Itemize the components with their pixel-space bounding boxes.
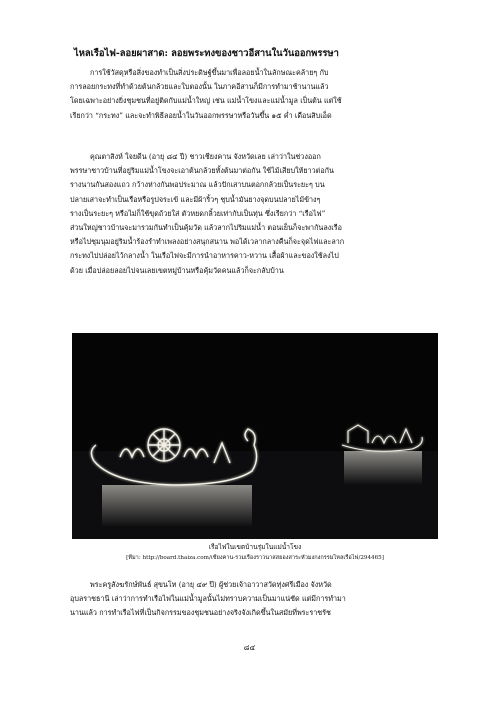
paragraph-line: การใช้วัสดุหรือสิ่งของทำเป็นสิ่งประดิษฐ์ขึ้นมาเพื่อลอยน้ำในลักษณะคล้ายๆ กับ <box>90 68 329 77</box>
fire-boat-photo <box>72 333 438 539</box>
paragraph-line: โดยเฉพาะอย่างยิ่งชุมชนที่อยู่ติดกับแม่น้ำใหญ่ เช่น แม่น้ำโขงและแม่น้ำมูล เป็นต้น แต่ใช้ <box>70 96 342 106</box>
paragraph-interview-2 <box>70 578 436 621</box>
paragraph-line: พรรษาชาวบ้านที่อยู่ริมแม่น้ำโขงจะเอาต้นกล้วยทั้งต้นมาต่อกัน ใช้ไม้เสียบให้ยาวต่อกัน <box>70 166 334 176</box>
photo-source: [ที่มา: http://board.thaiza.com/เชียงคาน-รวมเรื่องราวนาสสยองสาระหัวมงกงกรรมไหลเรือไฟ/294465] <box>126 555 384 561</box>
small-boat-reflection <box>344 451 422 485</box>
large-boat-reflection <box>102 485 252 527</box>
paragraph-line: ส่วนใหญ่ชาวบ้านจะมารวมกันทำเป็นคุ้มวัด แล้วลากไปริมแม่น้ำ ตอนเย็นก็จะพากันลงเรือ <box>70 223 342 233</box>
paragraph-line: กระทงไปปล่อยไว้กลางน้ำ ในเรือไฟจะมีการนำอาหารคาว-หวาน เสื้อผ้าและของใช้ลงไป <box>70 251 339 261</box>
paragraph-line: พระครูสังฆรักษ์พันธ์ สุขนโท (อายุ ๔๙ ปี) ผู้ช่วยเจ้าอาวาสวัดทุ่งศรีเมือง จังหวัด <box>90 580 332 589</box>
paragraph-intro <box>70 66 436 123</box>
paragraph-interview-1 <box>70 150 436 278</box>
paragraph-line: รางนานกันสองแถว กว้างห่างกันพอประมาณ แล้วปักเสาบนตอกกล้วยเป็นระยะๆ บน <box>70 180 325 190</box>
paragraph-line: เรียกว่า “กระทง” และจะทำพิธีลอยน้ำในวันออกพรรษาหรือวันขึ้น ๑๕ ค่ำ เดือนสิบเอ็ด <box>70 110 332 120</box>
photo-caption: เรือไฟในเขตบ้านรุ่มในแม่น้ำโขง <box>208 543 302 551</box>
paragraph-line: คุณตาสิงห์ ใจยดีน (อายุ ๘๔ ปี) ชาวเชียงคาน จังหวัดเลย เล่าว่าในช่วงออก <box>90 152 321 161</box>
paragraph-line: ปลายเสาจะทำเป็นเรือหรือรูปจระเข้ และมีผ้าริ้วๆ ชุบน้ำมันยางจุดบนปลายไม้ข้างๆ <box>70 194 321 204</box>
paragraph-line: การลอยกระทงที่ทำด้วยต้นกล้วยและใบตองนั้น ในภาคอีสานก็มีการทำมาช้านานแล้ว <box>70 82 329 92</box>
paragraph-line: นานแล้ว การทำเรือไฟที่เป็นกิจกรรมของชุมชนอย่างจริงจังเกิดขึ้นในสมัยที่พระราชรัช <box>70 608 331 618</box>
page-number: ๘๔ <box>243 643 256 652</box>
document-title: ไหลเรือไฟ-ลอยผาสาด: ลอยพระทงของชาวอีสานในวันออกพรรษา <box>74 48 339 59</box>
paragraph-line: ด้วย เมื่อปล่อยลอยไปจนเลยเขตหมู่บ้านหรือคุ้มวัดคนแล้วก็จะกลับบ้าน <box>70 265 284 275</box>
fire-boat-illustration <box>72 333 438 539</box>
paragraph-line: หรือไปชุมนุมอยู่ริมน้ำร้องรำทำเพลงอย่างสนุกสนาน พอได้เวลากลางคืนก็จะจุดไฟและลาก <box>70 237 345 247</box>
paragraph-line: รางเป็นระยะๆ หรือไม่ก็ใช้ขุดถ้วยใส่ ตัวหยดกลิ้วยเท่ากับเป็นทุ่น ซึ่งเรียกว่า “เรือไฟ” <box>70 208 326 218</box>
paragraph-line: อุบลราชธานี เล่าว่าการทำเรือไฟในแม่น้ำมูลนั้นไม่ทราบความเป็นมาแน่ชัด แต่มีการทำมา <box>70 594 346 604</box>
